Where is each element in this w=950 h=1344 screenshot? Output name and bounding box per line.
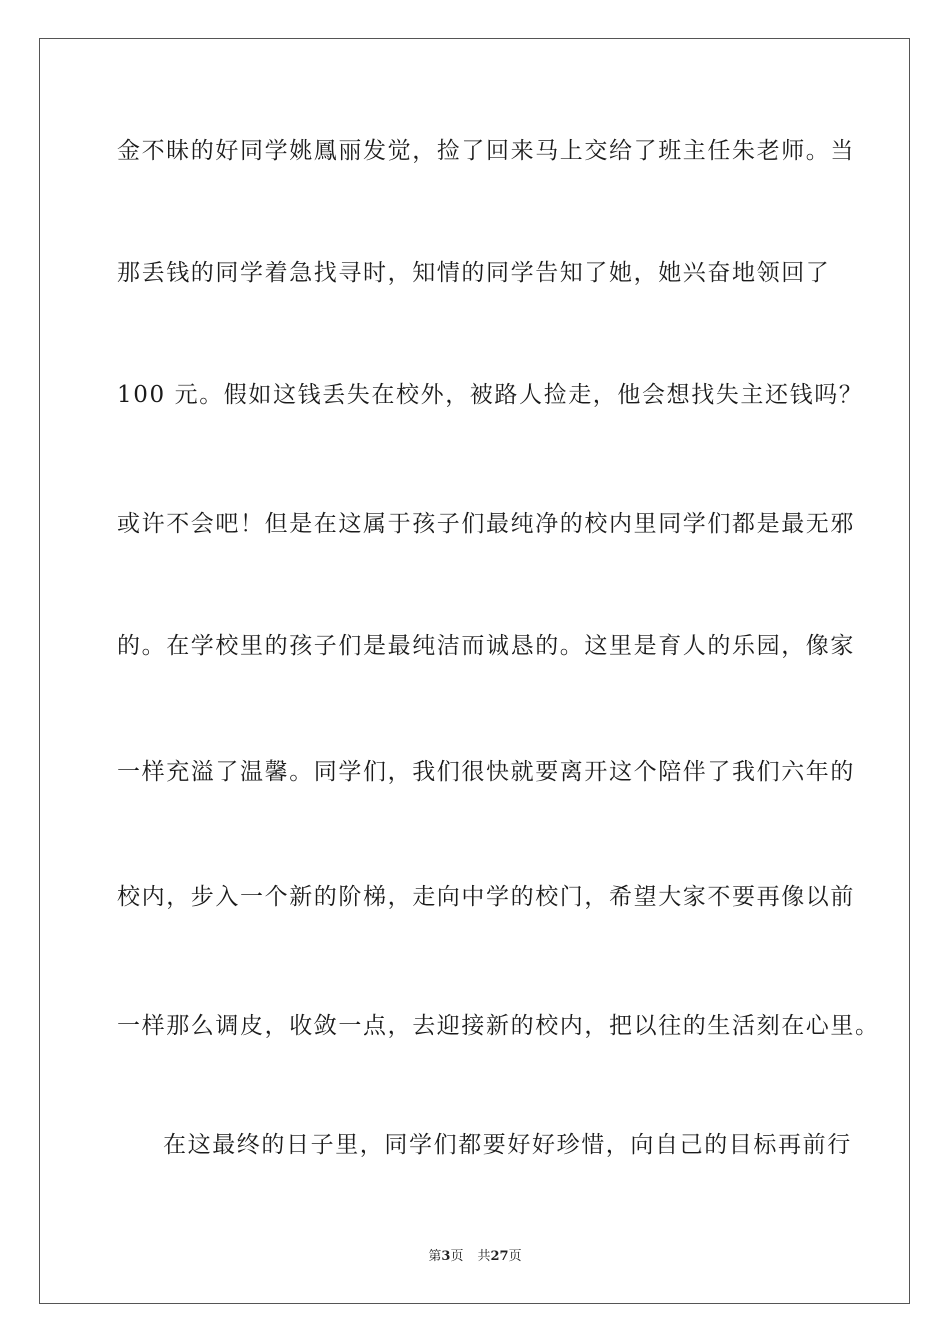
page-border bbox=[39, 38, 910, 1304]
footer-page-number: 3 bbox=[441, 1249, 451, 1264]
footer-total-pages: 27 bbox=[490, 1249, 509, 1264]
body-text-line-9: 在这最终的日子里，同学们都要好好珍惜，向自己的目标再前行 bbox=[163, 1132, 852, 1158]
body-text-line-3: 100 元。假如这钱丢失在校外，被路人捡走，他会想找失主还钱吗？ bbox=[117, 382, 864, 408]
body-text-line-8: 一样那么调皮，收敛一点，去迎接新的校内，把以往的生活刻在心里。 bbox=[117, 1013, 880, 1039]
body-text-line-6: 一样充溢了温馨。同学们，我们很快就要离开这个陪伴了我们六年的 bbox=[117, 759, 855, 785]
body-text-line-1: 金不昧的好同学姚鳳丽发觉，捡了回来马上交给了班主任朱老师。当 bbox=[117, 138, 855, 164]
footer-page-prefix: 第 bbox=[428, 1249, 442, 1264]
body-text-line-7: 校内，步入一个新的阶梯，走向中学的校门，希望大家不要再像以前 bbox=[117, 884, 855, 910]
page-footer bbox=[0, 1248, 950, 1266]
footer-total-prefix: 共 bbox=[477, 1249, 491, 1264]
footer-page-suffix: 页 bbox=[450, 1249, 464, 1264]
body-text-line-4: 或许不会吧！但是在这属于孩子们最纯净的校内里同学们都是最无邪 bbox=[117, 511, 855, 537]
body-text-line-2: 那丢钱的同学着急找寻时，知情的同学告知了她，她兴奋地领回了 bbox=[117, 260, 831, 286]
footer-total-suffix: 页 bbox=[508, 1249, 522, 1264]
body-text-line-5: 的。在学校里的孩子们是最纯洁而诚恳的。这里是育人的乐园，像家 bbox=[117, 633, 855, 659]
